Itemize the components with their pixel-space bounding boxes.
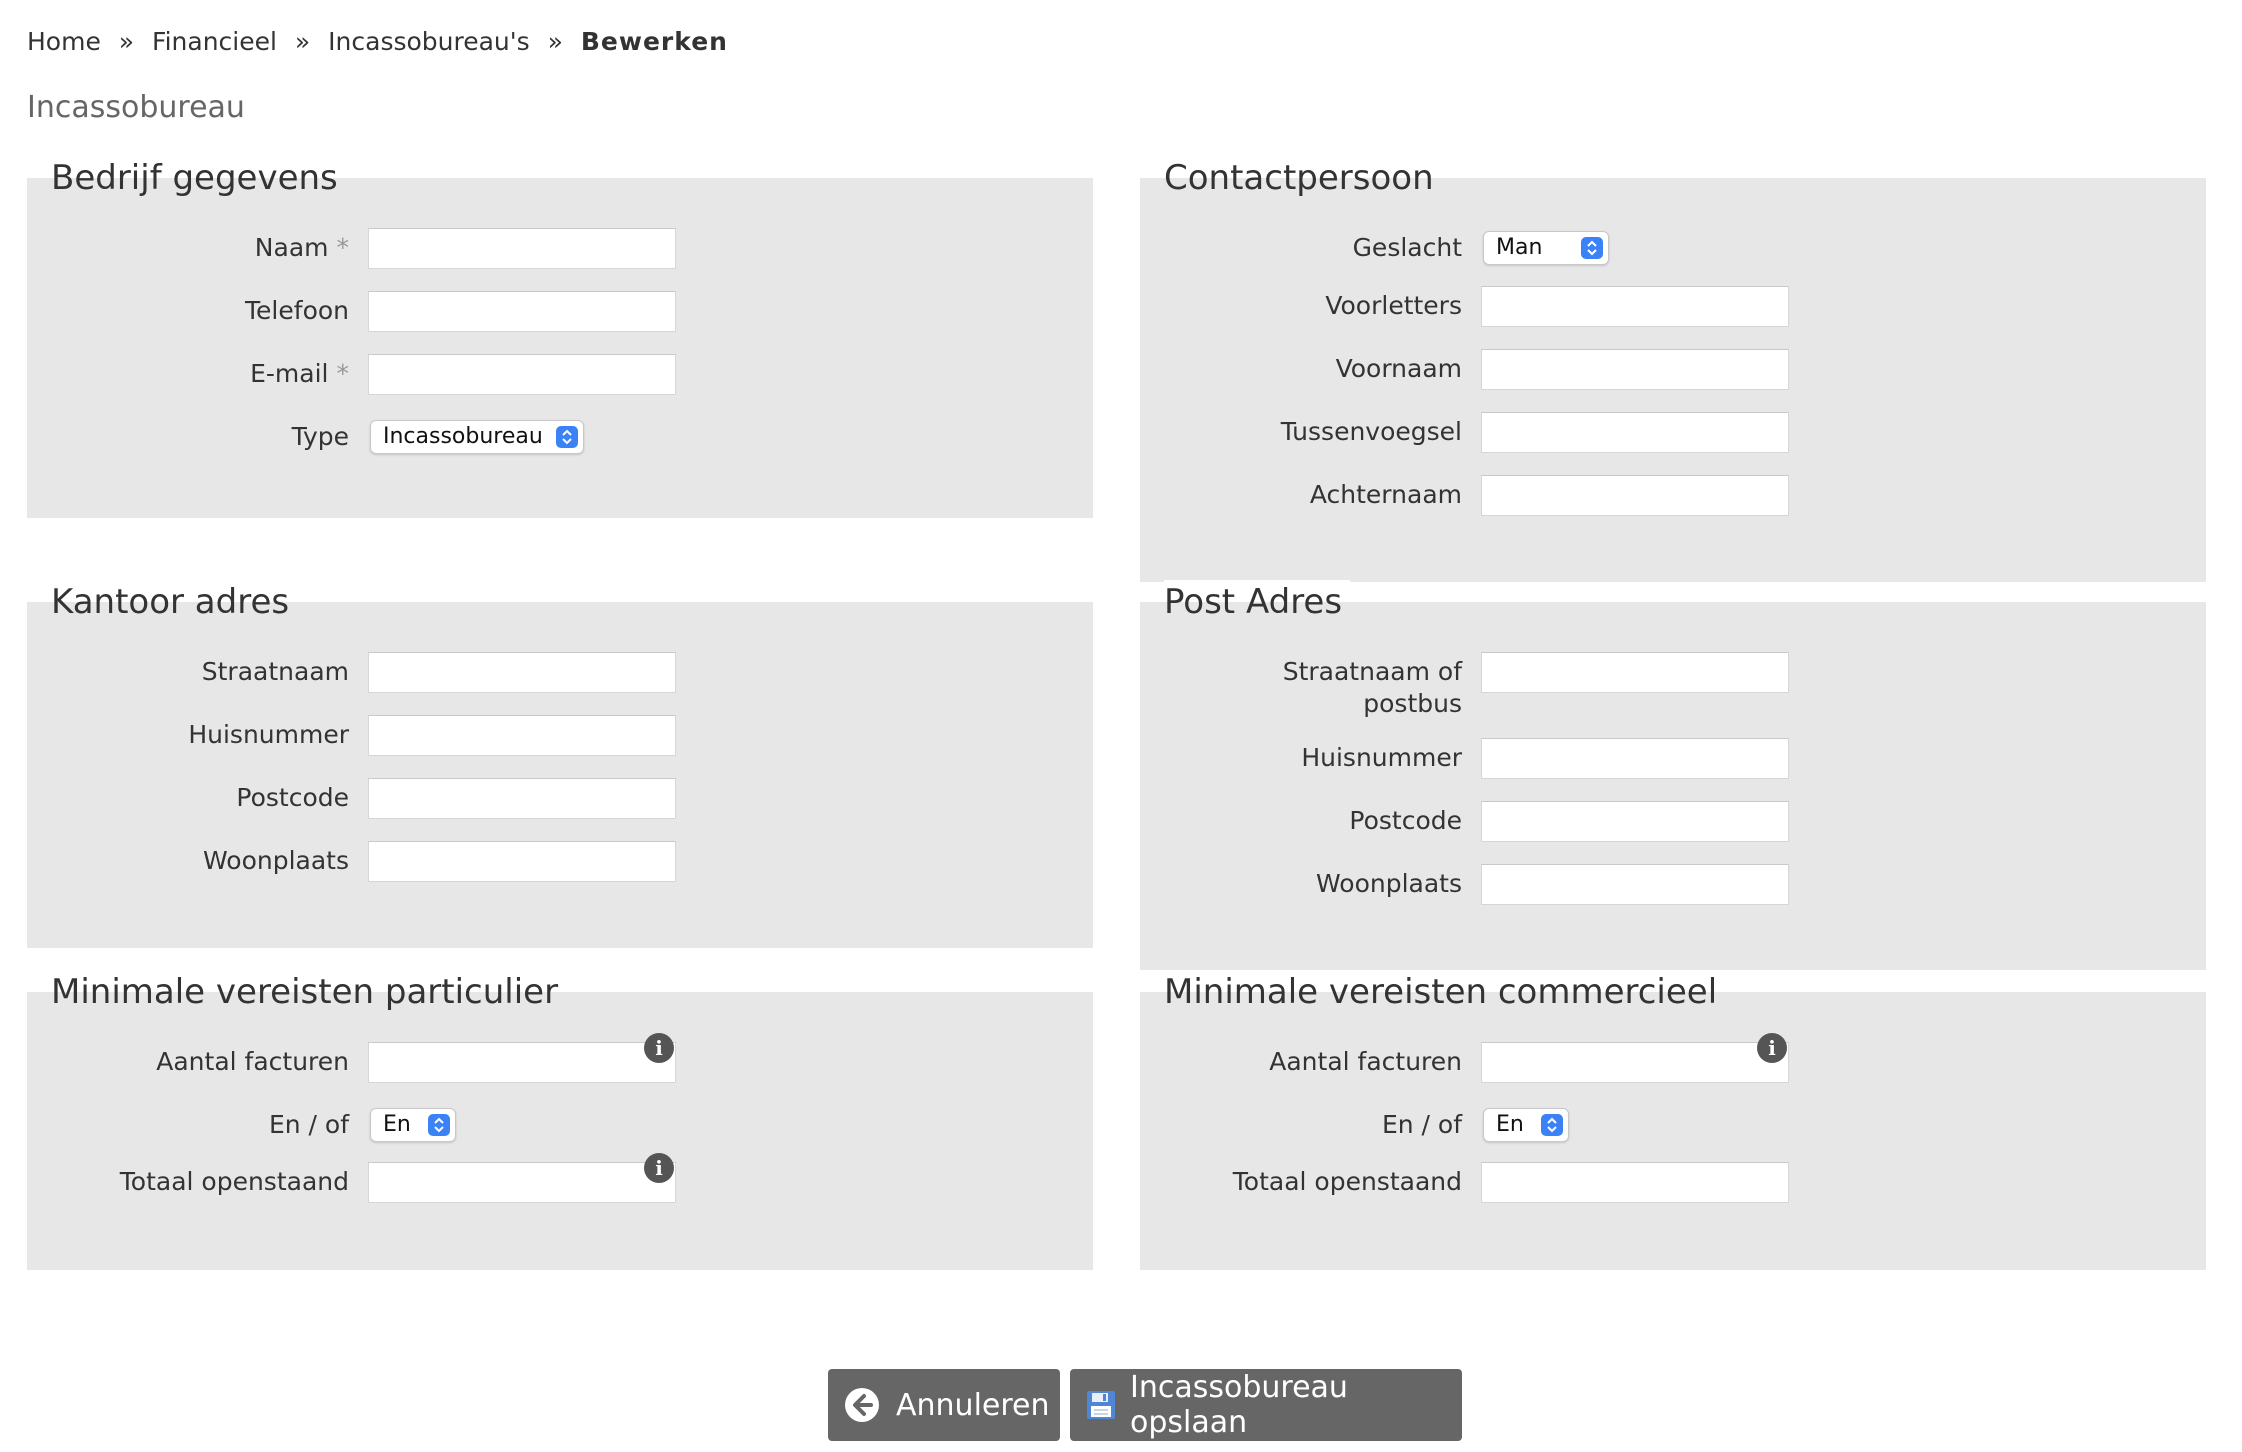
voornaam-input[interactable]: [1481, 349, 1789, 390]
fieldset-minimale-vereisten-commercieel: [1140, 972, 2206, 1270]
label-straatnaam: Straatnaam: [201, 657, 349, 686]
info-icon[interactable]: i: [644, 1033, 674, 1063]
label-type: Type: [291, 422, 349, 451]
post-woonplaats-input[interactable]: [1481, 864, 1789, 905]
label-totaal-openstaand: Totaal openstaand: [119, 1167, 349, 1196]
fieldset-contactpersoon: [1140, 158, 2206, 582]
commercieel-en-of-select[interactable]: [1483, 1108, 1569, 1142]
label-tussenvoegsel: Tussenvoegsel: [1280, 417, 1462, 446]
fieldset-kantoor-adres: [27, 582, 1093, 948]
select-arrows-icon: [1541, 1114, 1563, 1136]
cancel-button[interactable]: [828, 1369, 1060, 1441]
kantoor-huisnummer-input[interactable]: [368, 715, 676, 756]
row-huisnummer: [27, 715, 1093, 759]
cancel-button-label: Annuleren: [896, 1387, 1050, 1423]
row-voorletters: [1140, 286, 2206, 330]
row-geslacht: [1140, 228, 2206, 272]
particulier-totaal-openstaand-input[interactable]: [368, 1162, 676, 1203]
fieldset-post-adres: [1140, 582, 2206, 970]
select-arrows-icon: [556, 426, 578, 448]
particulier-en-of-select[interactable]: [370, 1108, 456, 1142]
type-select-value: Incassobureau: [383, 424, 543, 449]
row-totaal-openstaand: [1140, 1162, 2206, 1206]
info-icon[interactable]: i: [1757, 1033, 1787, 1063]
post-postcode-input[interactable]: [1481, 801, 1789, 842]
required-mark: *: [336, 359, 349, 388]
row-en-of: [1140, 1105, 2206, 1149]
voorletters-input[interactable]: [1481, 286, 1789, 327]
row-straatnaam: [27, 652, 1093, 696]
label-postcode: Postcode: [1349, 806, 1462, 835]
post-huisnummer-input[interactable]: [1481, 738, 1789, 779]
row-straatnaam-postbus: [1140, 652, 2206, 732]
label-huisnummer: Huisnummer: [188, 720, 349, 749]
label-aantal-facturen: Aantal facturen: [1269, 1047, 1462, 1076]
select-arrows-icon: [428, 1114, 450, 1136]
naam-input[interactable]: [368, 228, 676, 269]
row-huisnummer: [1140, 738, 2206, 782]
label-totaal-openstaand: Totaal openstaand: [1232, 1167, 1462, 1196]
row-postcode: [27, 778, 1093, 822]
row-voornaam: [1140, 349, 2206, 393]
tussenvoegsel-input[interactable]: [1481, 412, 1789, 453]
label-en-of: En / of: [268, 1110, 349, 1139]
en-of-select-value: En: [383, 1112, 411, 1137]
breadcrumb-financieel[interactable]: Financieel: [152, 27, 277, 56]
breadcrumb-separator: »: [547, 27, 563, 56]
label-postcode: Postcode: [236, 783, 349, 812]
particulier-aantal-facturen-input[interactable]: [368, 1042, 676, 1083]
label-telefoon: Telefoon: [245, 296, 349, 325]
label-achternaam: Achternaam: [1309, 480, 1462, 509]
row-woonplaats: [1140, 864, 2206, 908]
geslacht-select[interactable]: [1483, 231, 1609, 265]
email-input[interactable]: [368, 354, 676, 395]
fieldset-legend: Post Adres: [1164, 580, 1350, 624]
row-aantal-facturen: [27, 1036, 1093, 1086]
breadcrumb-current: Bewerken: [580, 27, 728, 56]
en-of-select-value: En: [1496, 1112, 1524, 1137]
select-arrows-icon: [1581, 237, 1603, 259]
fieldset-legend: Kantoor adres: [51, 580, 297, 624]
row-achternaam: [1140, 475, 2206, 519]
arrow-left-circle-icon: [844, 1387, 880, 1423]
type-select[interactable]: [370, 420, 584, 454]
label-en-of: En / of: [1381, 1110, 1462, 1139]
post-straatnaam-input[interactable]: [1481, 652, 1789, 693]
breadcrumb: [27, 22, 728, 62]
row-woonplaats: [27, 841, 1093, 885]
breadcrumb-separator: »: [118, 27, 135, 56]
page-title: Incassobureau: [27, 90, 245, 125]
row-telefoon: [27, 291, 1093, 335]
breadcrumb-home[interactable]: Home: [27, 27, 101, 56]
label-huisnummer: Huisnummer: [1301, 743, 1462, 772]
achternaam-input[interactable]: [1481, 475, 1789, 516]
floppy-disk-icon: [1086, 1390, 1116, 1420]
fieldset-minimale-vereisten-particulier: [27, 972, 1093, 1270]
commercieel-totaal-openstaand-input[interactable]: [1481, 1162, 1789, 1203]
label-aantal-facturen: Aantal facturen: [156, 1047, 349, 1076]
breadcrumb-separator: »: [294, 27, 311, 56]
fieldset-bedrijf-gegevens: [27, 158, 1093, 518]
label-woonplaats: Woonplaats: [203, 846, 349, 875]
row-totaal-openstaand: [27, 1156, 1093, 1206]
fieldset-legend: Contactpersoon: [1164, 156, 1442, 200]
info-icon[interactable]: i: [644, 1153, 674, 1183]
save-button-label: Incassobureau opslaan: [1130, 1370, 1348, 1440]
row-aantal-facturen: [1140, 1036, 2206, 1086]
kantoor-woonplaats-input[interactable]: [368, 841, 676, 882]
fieldset-legend: Minimale vereisten particulier: [51, 970, 566, 1014]
row-postcode: [1140, 801, 2206, 845]
row-email: [27, 354, 1093, 398]
row-en-of: [27, 1105, 1093, 1149]
telefoon-input[interactable]: [368, 291, 676, 332]
geslacht-select-value: Man: [1496, 235, 1543, 260]
row-naam: [27, 228, 1093, 272]
fieldset-legend: Bedrijf gegevens: [51, 156, 346, 200]
label-email: E-mail *: [250, 359, 349, 388]
row-tussenvoegsel: [1140, 412, 2206, 456]
kantoor-straatnaam-input[interactable]: [368, 652, 676, 693]
label-geslacht: Geslacht: [1352, 233, 1462, 262]
breadcrumb-incassobureaus[interactable]: Incassobureau's: [328, 27, 530, 56]
save-button[interactable]: [1070, 1369, 1462, 1441]
commercieel-aantal-facturen-input[interactable]: [1481, 1042, 1789, 1083]
label-voornaam: Voornaam: [1335, 354, 1462, 383]
label-woonplaats: Woonplaats: [1316, 869, 1462, 898]
row-type: [27, 417, 1093, 461]
label-straatnaam-postbus: Straatnaam of postbus: [1282, 657, 1462, 718]
label-voorletters: Voorletters: [1325, 291, 1462, 320]
kantoor-postcode-input[interactable]: [368, 778, 676, 819]
fieldset-legend: Minimale vereisten commercieel: [1164, 970, 1725, 1014]
required-mark: *: [336, 233, 349, 262]
label-naam: Naam *: [254, 233, 349, 262]
